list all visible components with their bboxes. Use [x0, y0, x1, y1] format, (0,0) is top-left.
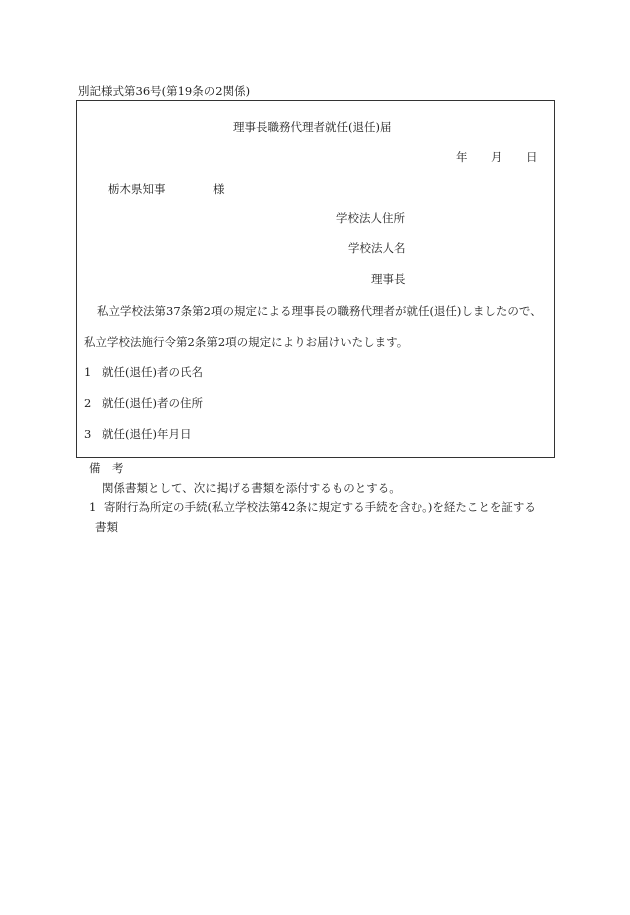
item-2-text: 就任(退任)者の住所 — [102, 396, 203, 410]
form-title: 理事長職務代理者就任(退任)届 — [233, 120, 392, 134]
item-2-number: 2 — [84, 396, 92, 410]
remarks-intro: 関係書類として、次に掲げる書類を添付するものとする。 — [102, 481, 401, 495]
item-3-text: 就任(退任)年月日 — [102, 427, 192, 441]
remarks-item-1-number: 1 — [89, 500, 97, 514]
item-3-number: 3 — [84, 427, 92, 441]
form-number: 別記様式第36号(第19条の2関係) — [78, 84, 251, 98]
date-day: 日 — [526, 150, 538, 164]
remarks-heading: 備 考 — [89, 461, 124, 475]
item-1-text: 就任(退任)者の氏名 — [102, 365, 203, 379]
date-year: 年 — [456, 150, 468, 164]
remarks-item-1-line-2: 書類 — [95, 520, 118, 534]
date-month: 月 — [491, 150, 503, 164]
body-line-2: 私立学校法施行令第2条第2項の規定によりお届けいたします。 — [84, 335, 409, 349]
item-1-number: 1 — [84, 365, 92, 379]
sender-chairman-label: 理事長 — [371, 272, 406, 286]
sender-name-label: 学校法人名 — [348, 241, 406, 255]
addressee-name: 栃木県知事 — [108, 182, 166, 196]
sender-address-label: 学校法人住所 — [336, 211, 405, 225]
remarks-item-1-line-1: 寄附行為所定の手続(私立学校法第42条に規定する手続を含む。)を経たことを証する — [104, 500, 536, 514]
body-line-1: 私立学校法第37条第2項の規定による理事長の職務代理者が就任(退任)しましたので、 — [97, 304, 542, 318]
addressee-honorific: 様 — [213, 182, 225, 196]
